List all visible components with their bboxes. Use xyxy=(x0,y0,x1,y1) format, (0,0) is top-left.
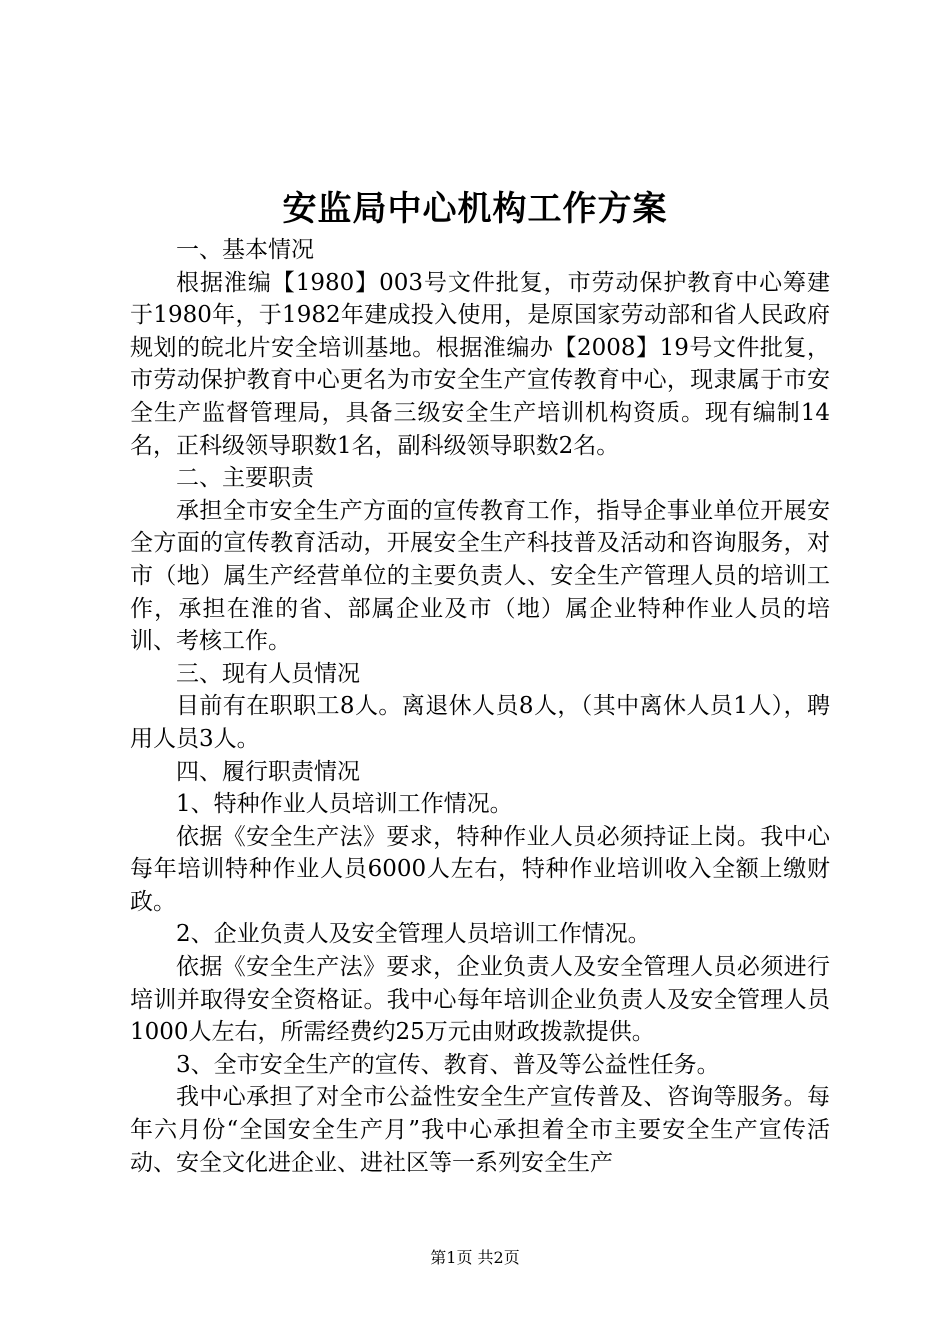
document-body xyxy=(130,234,830,1179)
paragraph: 我中心承担了对全市公益性安全生产宣传普及、咨询等服务。每年六月份“全国安全生产月”我中心承担着全市主要安全生产宣传活动、安全文化进企业、进社区等一系列安全生产 xyxy=(130,1084,830,1176)
paragraph: 依据《安全生产法》要求，特种作业人员必须持证上岗。我中心每年培训特种作业人员6000人左右，特种作业培训收入全额上缴财政。 xyxy=(130,823,830,915)
section-heading: 三、现有人员情况 xyxy=(176,660,360,687)
paragraph: 目前有在职职工8人。离退休人员8人，（其中离休人员1人），聘用人员3人。 xyxy=(130,693,830,752)
subsection-heading: 2、企业负责人及安全管理人员培训工作情况。 xyxy=(176,921,651,948)
section-heading: 四、履行职责情况 xyxy=(176,758,360,785)
paragraph: 依据《安全生产法》要求，企业负责人及安全管理人员必须进行培训并取得安全资格证。我中心每年培训企业负责人及安全管理人员1000人左右，所需经费约25万元由财政拨款提供。 xyxy=(130,954,830,1046)
paragraph: 根据淮编【1980】003号文件批复，市劳动保护教育中心筹建于1980年，于1982年建成投入使用，是原国家劳动部和省人民政府规划的皖北片安全培训基地。根据淮编办【2008】19号文件批复，市劳动保护教育中心更名为市安全生产宣传教育中心，现隶属于市安全生产监督管理局，具备三级安全生产培训机构资质。现有编制14名，正科级领导职数1名，副科级领导职数2名。 xyxy=(130,269,830,459)
section-heading: 一、基本情况 xyxy=(176,237,314,263)
section-heading: 二、主要职责 xyxy=(176,465,314,492)
document-title: 安监局中心机构工作方案 xyxy=(282,189,668,229)
subsection-heading: 1、特种作业人员培训工作情况。 xyxy=(176,791,513,818)
paragraph: 承担全市安全生产方面的宣传教育工作，指导企事业单位开展安全方面的宣传教育活动，开展安全生产科技普及活动和咨询服务，对市（地）属生产经营单位的主要负责人、安全生产管理人员的培训工作，承担在淮的省、部属企业及市（地）属企业特种作业人员的培训、考核工作。 xyxy=(130,497,830,655)
subsection-heading: 3、全市安全生产的宣传、教育、普及等公益性任务。 xyxy=(176,1051,720,1078)
page-number-footer: 第1页 共2页 xyxy=(430,1248,520,1267)
